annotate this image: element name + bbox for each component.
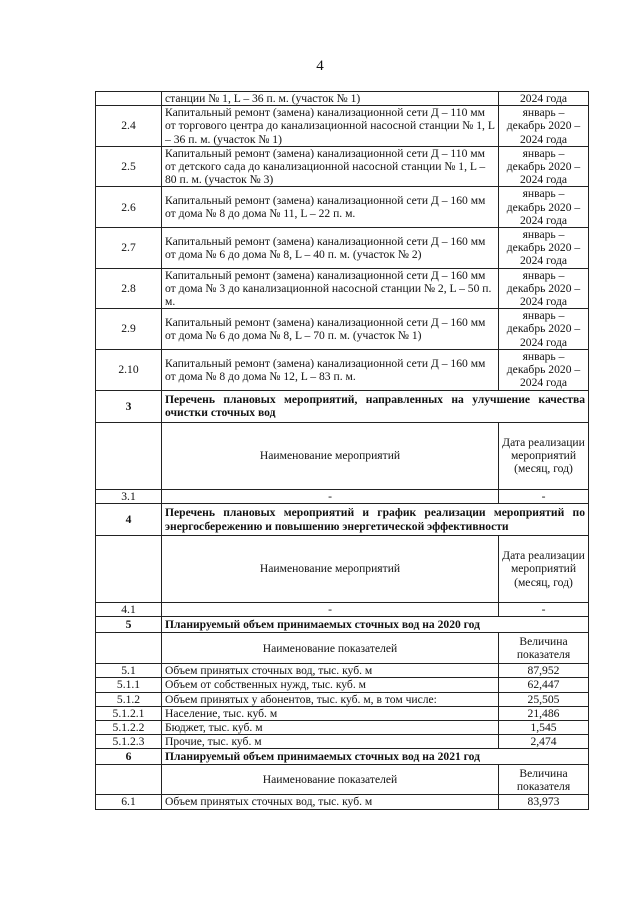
empty-cell <box>96 422 162 489</box>
table-row <box>96 664 589 678</box>
table-row <box>96 765 589 795</box>
row-number: 5.1.2.3 <box>96 735 162 749</box>
row-value: 2,474 <box>499 735 589 749</box>
column-header-value: Величина показателя <box>499 633 589 664</box>
section-number: 4 <box>96 504 162 536</box>
row-name: Объем принятых сточных вод, тыс. куб. м <box>162 664 499 678</box>
row-date: январь – декабрь 2020 – 2024 года <box>499 187 589 228</box>
table-row <box>96 633 589 664</box>
column-header-date: Дата реализации мероприятий (месяц, год) <box>499 422 589 489</box>
row-description: Капитальный ремонт (замена) канализационной сети Д – 160 мм от дома № 3 до канализационной насосной станции № 2, L – 50 п. м. <box>162 268 499 309</box>
row-description: Капитальный ремонт (замена) канализационной сети Д – 110 мм от торгового центра до канализационной насосной станции № 1, L – 36 п. м. (участок № 1) <box>162 106 499 147</box>
row-value: 87,952 <box>499 664 589 678</box>
table-row <box>96 228 589 269</box>
row-name: - <box>162 489 499 503</box>
table-row <box>96 422 589 489</box>
row-number: 2.6 <box>96 187 162 228</box>
table-row <box>96 268 589 309</box>
row-value: 62,447 <box>499 678 589 692</box>
row-number: 2.4 <box>96 106 162 147</box>
row-number: 2.5 <box>96 146 162 187</box>
table-row <box>96 692 589 706</box>
table-row <box>96 749 589 765</box>
row-date: 2024 года <box>499 92 589 106</box>
table-row <box>96 309 589 350</box>
section-number: 5 <box>96 617 162 633</box>
row-date: январь – декабрь 2020 – 2024 года <box>499 268 589 309</box>
row-value: 25,505 <box>499 692 589 706</box>
row-value: 1,545 <box>499 721 589 735</box>
row-description: Капитальный ремонт (замена) канализационной сети Д – 160 мм от дома № 8 до дома № 11, L – 22 п. м. <box>162 187 499 228</box>
column-header-name: Наименование показателей <box>162 765 499 795</box>
row-number: 5.1.2 <box>96 692 162 706</box>
column-header-name: Наименование мероприятий <box>162 536 499 603</box>
row-description: Капитальный ремонт (замена) канализационной сети Д – 160 мм от дома № 6 до дома № 8, L – 70 п. м. (участок № 1) <box>162 309 499 350</box>
section-number: 3 <box>96 390 162 422</box>
row-date: январь – декабрь 2020 – 2024 года <box>499 309 589 350</box>
row-value: 21,486 <box>499 706 589 720</box>
table-row <box>96 489 589 503</box>
row-number: 5.1.2.2 <box>96 721 162 735</box>
row-name: Бюджет, тыс. куб. м <box>162 721 499 735</box>
row-name: - <box>162 603 499 617</box>
table-row <box>96 504 589 536</box>
row-date: январь – декабрь 2020 – 2024 года <box>499 228 589 269</box>
row-description: станции № 1, L – 36 п. м. (участок № 1) <box>162 92 499 106</box>
table-row <box>96 92 589 106</box>
row-description: Капитальный ремонт (замена) канализационной сети Д – 160 мм от дома № 8 до дома № 12, L – 83 п. м. <box>162 349 499 390</box>
page-number: 4 <box>316 58 324 74</box>
empty-cell <box>96 633 162 664</box>
row-date: - <box>499 489 589 503</box>
section-title: Планируемый объем принимаемых сточных вод на 2020 год <box>162 617 589 633</box>
table-row <box>96 106 589 147</box>
row-number: 2.8 <box>96 268 162 309</box>
table-row <box>96 617 589 633</box>
row-number: 2.7 <box>96 228 162 269</box>
row-name: Объем принятых у абонентов, тыс. куб. м, в том числе: <box>162 692 499 706</box>
row-date: январь – декабрь 2020 – 2024 года <box>499 349 589 390</box>
table-row <box>96 536 589 603</box>
empty-cell <box>96 765 162 795</box>
section-number: 6 <box>96 749 162 765</box>
row-name: Объем принятых сточных вод, тыс. куб. м <box>162 795 499 809</box>
row-number: 4.1 <box>96 603 162 617</box>
section-title: Перечень плановых мероприятий, направленных на улучшение качества очистки сточных вод <box>162 390 589 422</box>
row-value: 83,973 <box>499 795 589 809</box>
table-row <box>96 603 589 617</box>
row-number: 2.9 <box>96 309 162 350</box>
table-row <box>96 187 589 228</box>
table-row <box>96 678 589 692</box>
section-title: Планируемый объем принимаемых сточных вод на 2021 год <box>162 749 589 765</box>
measures-table <box>95 91 589 810</box>
row-date: январь – декабрь 2020 – 2024 года <box>499 146 589 187</box>
row-number: 5.1.1 <box>96 678 162 692</box>
row-number <box>96 92 162 106</box>
row-name: Объем от собственных нужд, тыс. куб. м <box>162 678 499 692</box>
row-number: 5.1 <box>96 664 162 678</box>
row-number: 3.1 <box>96 489 162 503</box>
section-title: Перечень плановых мероприятий и график реализации мероприятий по энергосбережению и повышению энергетической эффективности <box>162 504 589 536</box>
row-number: 5.1.2.1 <box>96 706 162 720</box>
row-description: Капитальный ремонт (замена) канализационной сети Д – 110 мм от детского сада до канализационной насосной станции № 1, L – 80 п. м. (участок № 3) <box>162 146 499 187</box>
row-number: 6.1 <box>96 795 162 809</box>
row-number: 2.10 <box>96 349 162 390</box>
row-name: Население, тыс. куб. м <box>162 706 499 720</box>
table-row <box>96 146 589 187</box>
row-description: Капитальный ремонт (замена) канализационной сети Д – 160 мм от дома № 6 до дома № 8, L – 40 п. м. (участок № 2) <box>162 228 499 269</box>
row-name: Прочие, тыс. куб. м <box>162 735 499 749</box>
table-row <box>96 735 589 749</box>
empty-cell <box>96 536 162 603</box>
column-header-name: Наименование мероприятий <box>162 422 499 489</box>
column-header-date: Дата реализации мероприятий (месяц, год) <box>499 536 589 603</box>
table-row <box>96 795 589 809</box>
table-row <box>96 390 589 422</box>
table-row <box>96 721 589 735</box>
row-date: - <box>499 603 589 617</box>
table-row <box>96 706 589 720</box>
table-row <box>96 349 589 390</box>
row-date: январь – декабрь 2020 – 2024 года <box>499 106 589 147</box>
column-header-name: Наименование показателей <box>162 633 499 664</box>
column-header-value: Величина показателя <box>499 765 589 795</box>
